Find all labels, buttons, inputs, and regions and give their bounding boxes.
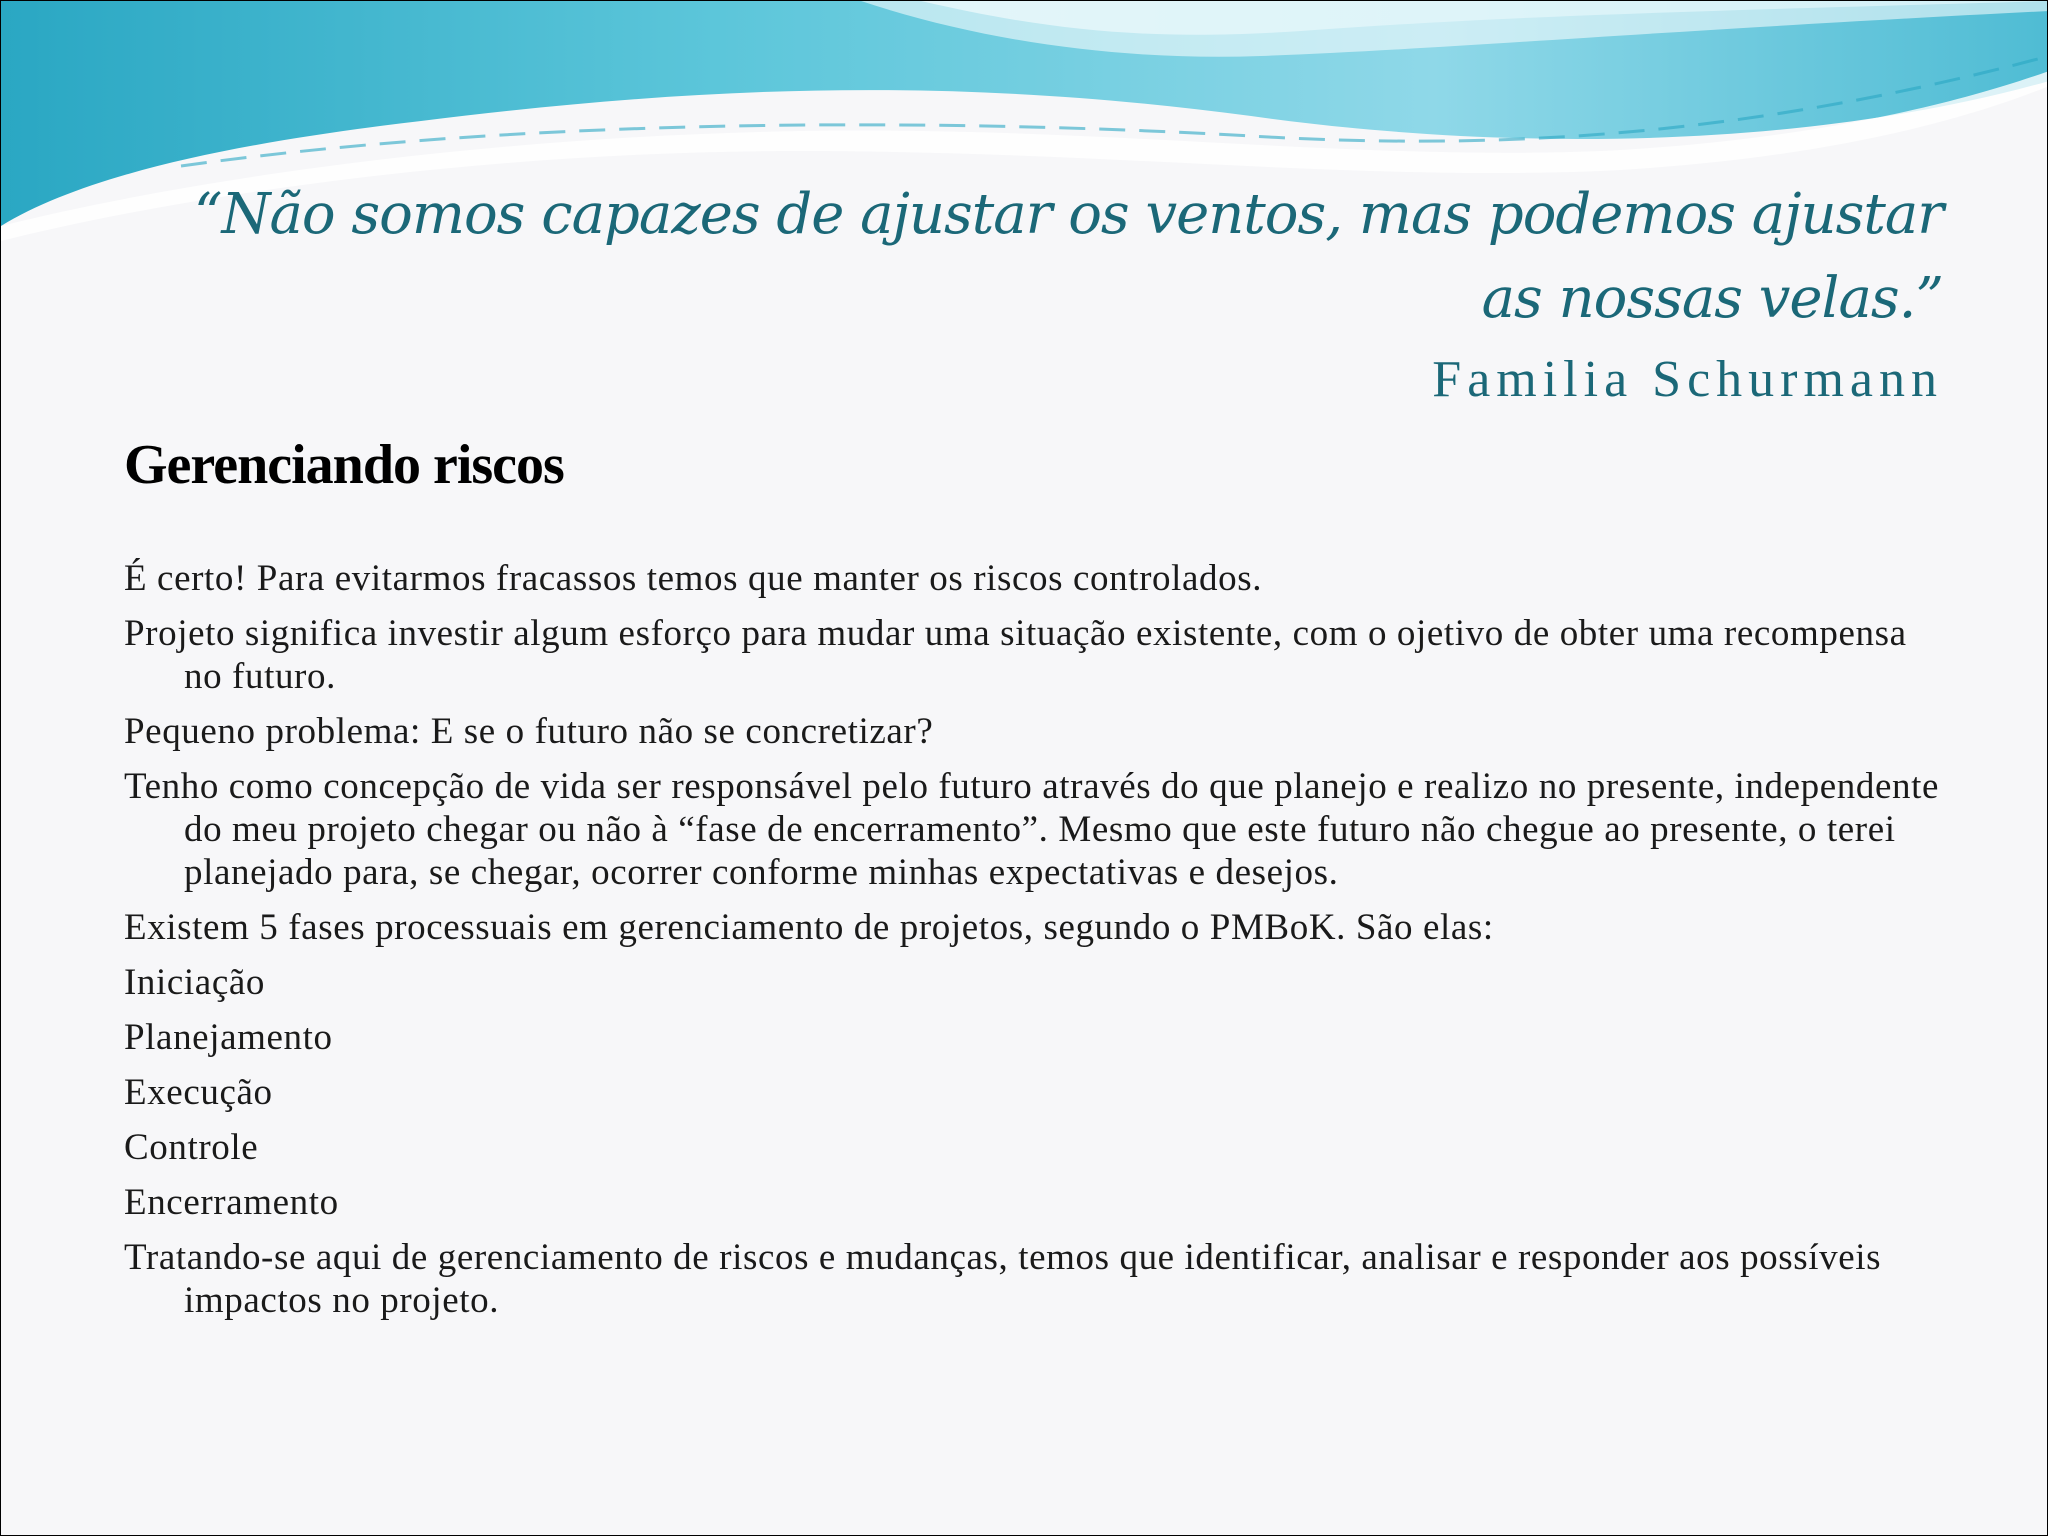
phase-item: Planejamento [124,1017,333,1058]
phase-item: Execução [124,1072,273,1113]
quote-text: “Não somos capazes de ajustar os ventos, mas podemos ajustar as nossas velas.” [193,182,1943,331]
content-list [124,557,1944,1334]
phase-item: Controle [124,1127,259,1168]
paragraph: Tenho como concepção de vida ser responsável pelo futuro através do que planejo e realizo no presente, independente do meu projeto chegar ou não à “fase de encerramento”. Mesmo que este futuro não chegue ao presente, o terei planejado para, se chegar, ocorrer conforme minhas expectativas e desejos. [124,766,1939,893]
slide-title: Gerenciando riscos [124,434,564,496]
quote-author: Familia Schurmann [1432,351,1943,408]
paragraph: Pequeno problema: E se o futuro não se concretizar? [124,711,934,752]
paragraph: É certo! Para evitarmos fracassos temos que manter os riscos controlados. [124,558,1263,599]
quote-block [143,173,1943,415]
paragraph: Tratando-se aqui de gerenciamento de riscos e mudanças, temos que identificar, analisar e responder aos possíveis impactos no projeto. [124,1237,1882,1321]
paragraph: Existem 5 fases processuais em gerenciamento de projetos, segundo o PMBoK. São elas: [124,907,1494,948]
phase-item: Encerramento [124,1182,339,1223]
phase-item: Iniciação [124,962,265,1003]
paragraph: Projeto significa investir algum esforço para mudar uma situação existente, com o ojetivo de obter uma recompensa no futuro. [124,613,1907,697]
